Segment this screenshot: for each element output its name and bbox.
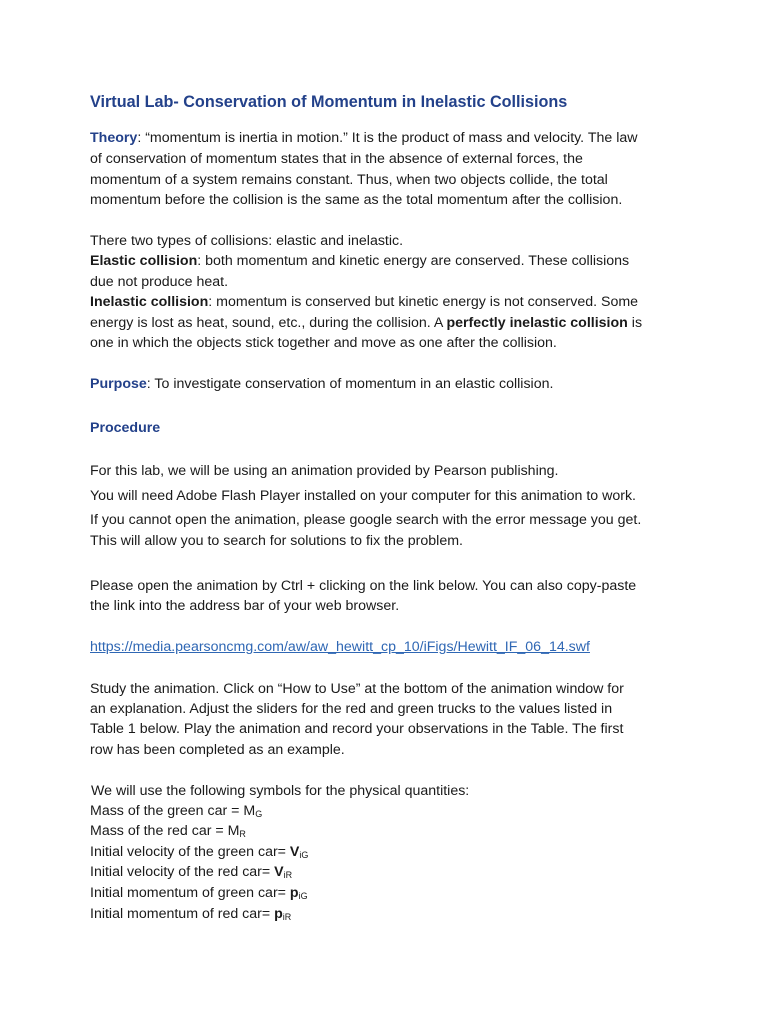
procedure-paragraph-2: You will need Adobe Flash Player installed on your computer for this animation to work. [90, 488, 636, 504]
inelastic-line-2 [90, 313, 642, 333]
elastic-text-1: : both momentum and kinetic energy are conserved. These collisions [197, 253, 630, 269]
symbol-letter: p [274, 906, 283, 922]
symbol-item [90, 801, 262, 821]
symbol-subscript: R [239, 829, 246, 839]
procedure-heading: Procedure [90, 420, 161, 436]
symbol-text: Mass of the red car = M [90, 823, 240, 839]
purpose-text: : To investigate conservation of momentum in an elastic collision. [146, 376, 554, 392]
symbol-text: Initial velocity of the red car= [90, 864, 275, 880]
symbol-letter: V [289, 844, 300, 860]
symbol-subscript: G [255, 809, 263, 819]
theory-line-3: momentum of a system remains constant. Thus, when two objects collide, the total [90, 172, 608, 188]
symbol-item [90, 883, 308, 903]
animation-link-row [90, 637, 590, 657]
inelastic-label: Inelastic collision [90, 294, 209, 310]
inelastic-text-2c: is [627, 315, 643, 331]
theory-line-1 [90, 128, 638, 148]
symbol-subscript: iG [299, 850, 309, 860]
procedure-paragraph-5a: Study the animation. Click on “How to Use” at the bottom of the animation window for [90, 681, 624, 697]
elastic-label: Elastic collision [90, 253, 198, 269]
inelastic-line-1 [90, 292, 638, 312]
symbol-subscript: iG [298, 891, 308, 901]
procedure-paragraph-4a: Please open the animation by Ctrl + clicking on the link below. You can also copy-paste [90, 578, 637, 594]
symbol-item [90, 842, 308, 862]
procedure-paragraph-1: For this lab, we will be using an animation provided by Pearson publishing. [90, 463, 559, 479]
inelastic-text-1: : momentum is conserved but kinetic energy is not conserved. Some [208, 294, 639, 310]
symbol-subscript: iR [283, 870, 293, 880]
symbol-text: Initial momentum of green car= [90, 885, 290, 901]
inelastic-line-3: one in which the objects stick together and move as one after the collision. [90, 335, 557, 351]
page-title: Virtual Lab- Conservation of Momentum in Inelastic Collisions [90, 93, 568, 111]
symbol-item [90, 821, 246, 841]
elastic-line-2: due not produce heat. [90, 274, 229, 290]
types-intro: There two types of collisions: elastic and inelastic. [90, 233, 404, 249]
procedure-paragraph-5c: Table 1 below. Play the animation and record your observations in the Table. The first [90, 721, 624, 737]
animation-link[interactable]: https://media.pearsoncmg.com/aw/aw_hewitt_cp_10/iFigs/Hewitt_IF_06_14.swf [90, 639, 590, 655]
symbol-item [90, 862, 292, 882]
elastic-line-1 [90, 251, 629, 271]
procedure-paragraph-3a: If you cannot open the animation, please google search with the error message you get. [90, 512, 642, 528]
procedure-paragraph-4b: the link into the address bar of your web browser. [90, 598, 400, 614]
symbol-letter: V [274, 864, 284, 880]
symbol-text: Initial velocity of the green car= [90, 844, 290, 860]
symbol-text: Mass of the green car = M [90, 803, 256, 819]
perfectly-inelastic-label: perfectly inelastic collision [446, 315, 628, 331]
theory-line-2: of conservation of momentum states that in the absence of external forces, the [90, 151, 583, 167]
symbol-item [90, 904, 291, 924]
procedure-paragraph-3b: This will allow you to search for solutions to fix the problem. [90, 533, 463, 549]
theory-heading: Theory [90, 130, 138, 146]
theory-line-4: momentum before the collision is the same as the total momentum after the collision. [90, 192, 623, 208]
procedure-paragraph-5b: an explanation. Adjust the sliders for the red and green trucks to the values listed in [90, 701, 613, 717]
purpose-line [90, 374, 553, 394]
theory-text-1: : “momentum is inertia in motion.” It is the product of mass and velocity. The law [137, 130, 638, 146]
inelastic-text-2a: energy is lost as heat, sound, etc., during the collision. A [90, 315, 447, 331]
purpose-heading: Purpose [90, 376, 147, 392]
symbol-letter: p [289, 885, 299, 901]
procedure-paragraph-5d: row has been completed as an example. [90, 742, 345, 758]
symbol-text: Initial momentum of red car= [90, 906, 275, 922]
symbols-intro: We will use the following symbols for the physical quantities: [91, 783, 470, 799]
symbol-subscript: iR [282, 912, 292, 922]
